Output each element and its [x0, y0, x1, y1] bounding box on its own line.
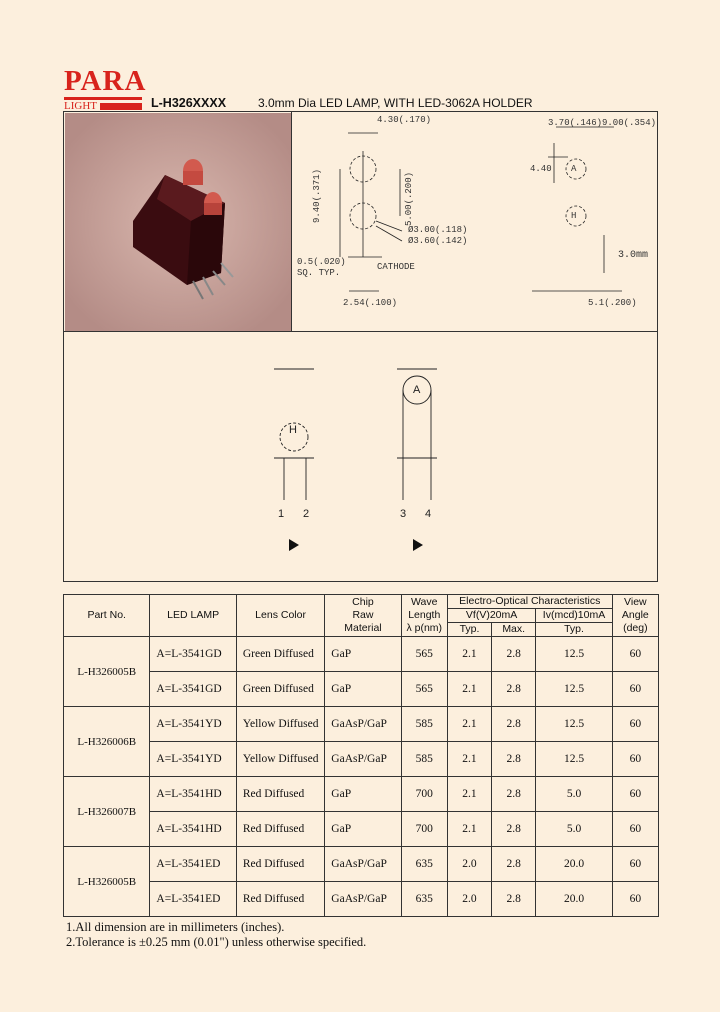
cell-led-lamp: A=L-3541YD — [150, 742, 236, 777]
cell-iv-typ: 12.5 — [536, 707, 612, 742]
cell-view-angle: 60 — [612, 672, 658, 707]
th-vf: Vf(V)20mA — [447, 609, 535, 623]
spec-table — [63, 594, 659, 917]
side-mark-h: H — [571, 211, 577, 221]
cell-wavelength: 700 — [401, 777, 447, 812]
cell-view-angle: 60 — [612, 847, 658, 882]
cell-wavelength: 565 — [401, 637, 447, 672]
cell-material: GaAsP/GaP — [325, 707, 401, 742]
spec-table-body — [64, 637, 659, 917]
table-row — [64, 882, 659, 917]
cell-material: GaAsP/GaP — [325, 847, 401, 882]
pin-label-3: 3 — [400, 508, 407, 520]
cell-material: GaP — [325, 812, 401, 847]
circuit-diagram — [64, 332, 658, 582]
cell-led-lamp: A=L-3541GD — [150, 672, 236, 707]
cell-iv-typ: 12.5 — [536, 742, 612, 777]
drawing-frame — [63, 111, 658, 582]
cell-wavelength: 565 — [401, 672, 447, 707]
th-wave-line3: λ p(nm) — [406, 622, 443, 634]
cell-led-lamp: A=L-3541YD — [150, 707, 236, 742]
cell-iv-typ: 12.5 — [536, 672, 612, 707]
cell-lens-color: Yellow Diffused — [236, 707, 324, 742]
th-wavelength — [401, 595, 447, 637]
cell-led-lamp: A=L-3541HD — [150, 777, 236, 812]
dim-pin-size: 0.5(.020) — [297, 257, 346, 267]
cell-vf-max: 2.8 — [492, 882, 536, 917]
cell-vf-max: 2.8 — [492, 847, 536, 882]
th-vf-typ: Typ. — [447, 623, 491, 637]
cell-wavelength: 700 — [401, 812, 447, 847]
cell-lens-color: Red Diffused — [236, 777, 324, 812]
pin-label-4: 4 — [425, 508, 432, 520]
th-view-angle — [612, 595, 658, 637]
cell-vf-typ: 2.0 — [447, 882, 491, 917]
table-row — [64, 812, 659, 847]
logo-brand-text: PARA — [64, 65, 147, 97]
cell-vf-typ: 2.1 — [447, 707, 491, 742]
dim-pin-note: SQ. TYP. — [297, 268, 341, 278]
cell-led-lamp: A=L-3541HD — [150, 812, 236, 847]
th-chip-line3: Material — [344, 622, 382, 634]
th-chip-line2: Raw — [352, 609, 374, 621]
table-row — [64, 637, 659, 672]
cell-view-angle: 60 — [612, 882, 658, 917]
th-chip-material — [325, 595, 401, 637]
part-number-title: L-H326XXXX — [151, 96, 227, 110]
cell-material: GaP — [325, 672, 401, 707]
th-iv-typ: Typ. — [536, 623, 612, 637]
cell-wavelength: 585 — [401, 707, 447, 742]
led-holder-illustration — [65, 113, 291, 331]
table-row — [64, 707, 659, 742]
cell-vf-max: 2.8 — [492, 777, 536, 812]
cell-part-no: L-H326005B — [64, 637, 150, 707]
cell-wavelength: 585 — [401, 742, 447, 777]
th-lens-color: Lens Color — [236, 595, 324, 637]
cell-wavelength: 635 — [401, 882, 447, 917]
cell-vf-max: 2.8 — [492, 672, 536, 707]
th-view-line3: (deg) — [623, 622, 648, 634]
cell-vf-typ: 2.1 — [447, 637, 491, 672]
cell-iv-typ: 5.0 — [536, 777, 612, 812]
cell-led-lamp: A=L-3541ED — [150, 847, 236, 882]
cell-part-no: L-H326006B — [64, 707, 150, 777]
product-description: 3.0mm Dia LED LAMP, WITH LED-3062A HOLDER — [258, 96, 533, 110]
cell-vf-typ: 2.0 — [447, 847, 491, 882]
cell-iv-typ: 12.5 — [536, 637, 612, 672]
cell-vf-max: 2.8 — [492, 637, 536, 672]
cell-view-angle: 60 — [612, 637, 658, 672]
th-led-lamp: LED LAMP — [150, 595, 236, 637]
cell-vf-typ: 2.1 — [447, 812, 491, 847]
cell-iv-typ: 20.0 — [536, 847, 612, 882]
cell-vf-typ: 2.1 — [447, 742, 491, 777]
product-photo — [65, 113, 291, 331]
th-chip-line1: Chip — [352, 596, 374, 608]
cell-view-angle: 60 — [612, 777, 658, 812]
cell-material: GaAsP/GaP — [325, 882, 401, 917]
th-iv: Iv(mcd)10mA — [536, 609, 612, 623]
cell-vf-max: 2.8 — [492, 812, 536, 847]
cell-vf-typ: 2.1 — [447, 672, 491, 707]
cell-view-angle: 60 — [612, 812, 658, 847]
dim-side-depth: 9.00(.354) — [602, 118, 657, 128]
table-row — [64, 742, 659, 777]
cell-material: GaAsP/GaP — [325, 742, 401, 777]
dim-side-offset: 3.70(.146) — [548, 118, 603, 128]
cell-lens-color: Green Diffused — [236, 637, 324, 672]
cathode-label: CATHODE — [377, 262, 415, 272]
cell-material: GaP — [325, 777, 401, 812]
dim-lead-length: 3.0mm — [618, 250, 649, 261]
th-part-no: Part No. — [64, 595, 150, 637]
cell-led-lamp: A=L-3541GD — [150, 637, 236, 672]
dim-height: 9.40(.371) — [312, 169, 322, 224]
cell-led-lamp: A=L-3541ED — [150, 882, 236, 917]
table-row — [64, 777, 659, 812]
th-view-line2: Angle — [621, 609, 649, 621]
circuit-mark-h: H — [289, 424, 297, 436]
cell-view-angle: 60 — [612, 707, 658, 742]
cell-lens-color: Red Diffused — [236, 882, 324, 917]
cell-vf-typ: 2.1 — [447, 777, 491, 812]
th-electro-optical: Electro-Optical Characteristics — [447, 595, 612, 609]
dim-side-height: 4.40 — [530, 164, 552, 174]
dim-width: 4.30(.170) — [377, 115, 432, 125]
th-view-line1: View — [624, 596, 647, 608]
cell-lens-color: Red Diffused — [236, 847, 324, 882]
dim-side-base: 5.1(.200) — [588, 298, 637, 308]
cell-part-no: L-H326005B — [64, 847, 150, 917]
cell-wavelength: 635 — [401, 847, 447, 882]
cell-lens-color: Red Diffused — [236, 812, 324, 847]
note-tolerance: 2.Tolerance is ±0.25 mm (0.01") unless otherwise specified. — [66, 935, 367, 949]
cell-iv-typ: 5.0 — [536, 812, 612, 847]
cell-iv-typ: 20.0 — [536, 882, 612, 917]
side-mark-a: A — [571, 164, 577, 174]
dim-flange-dia: Ø3.60(.142) — [408, 236, 468, 246]
logo-sub-text: LIGHT — [64, 100, 97, 112]
cell-material: GaP — [325, 637, 401, 672]
pin-label-2: 2 — [303, 508, 310, 520]
cell-view-angle: 60 — [612, 742, 658, 777]
dim-lamp-pitch: 5.00(.200) — [404, 172, 414, 227]
note-units: 1.All dimension are in millimeters (inches). — [66, 920, 285, 934]
dim-lens-dia: Ø3.00(.118) — [408, 225, 468, 235]
cell-part-no: L-H326007B — [64, 777, 150, 847]
cell-vf-max: 2.8 — [492, 707, 536, 742]
cell-lens-color: Yellow Diffused — [236, 742, 324, 777]
cell-vf-max: 2.8 — [492, 742, 536, 777]
table-row — [64, 672, 659, 707]
dim-pin-pitch: 2.54(.100) — [343, 298, 398, 308]
cell-lens-color: Green Diffused — [236, 672, 324, 707]
th-vf-max: Max. — [492, 623, 536, 637]
logo-block — [100, 103, 142, 110]
table-row — [64, 847, 659, 882]
th-wave-line1: Wave — [411, 596, 438, 608]
th-wave-line2: Length — [408, 609, 441, 621]
pin-label-1: 1 — [278, 508, 285, 520]
circuit-mark-a: A — [413, 384, 421, 396]
brand-logo — [64, 65, 147, 112]
